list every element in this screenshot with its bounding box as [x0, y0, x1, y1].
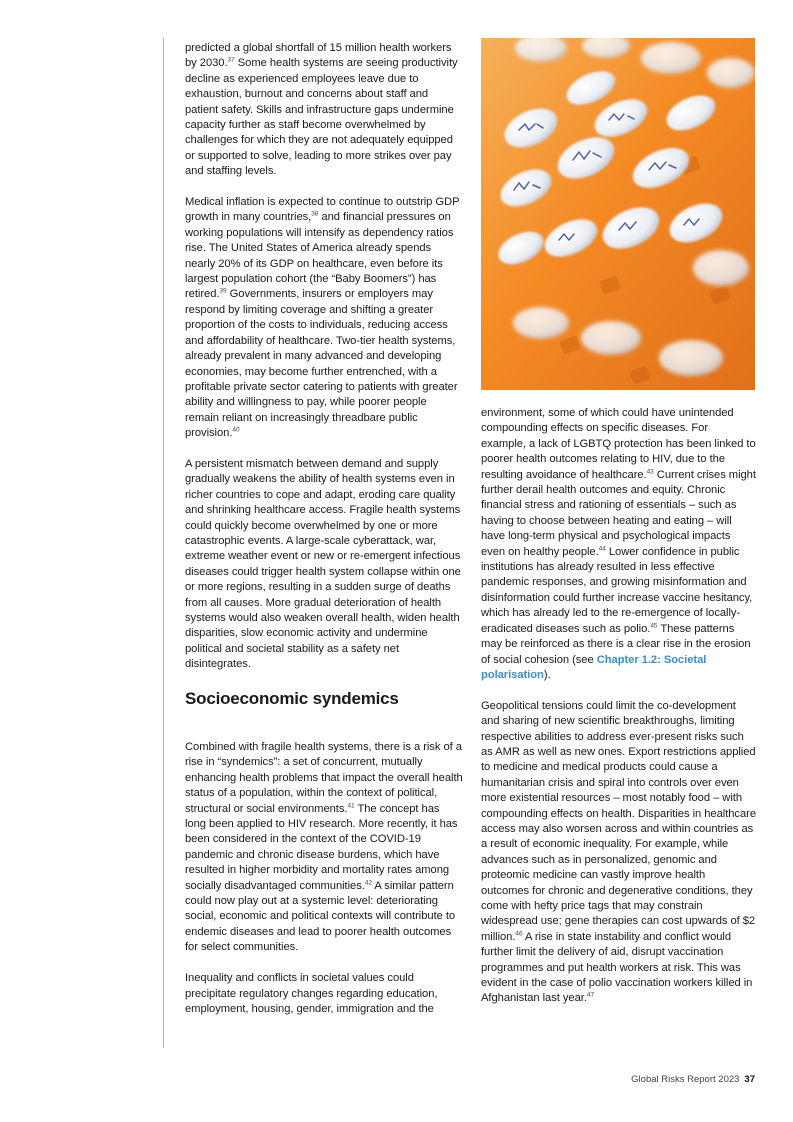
section-heading: Socioeconomic syndemics [185, 689, 399, 709]
footnote-ref[interactable]: 45 [650, 621, 658, 629]
paragraph: predicted a global shortfall of 15 million health workers by 2030.37 Some health systems are seeing productivity decline as experienced employees leave due to exhaustion, burnout and concerns about staff and patient safety. Skills and infrastructure gaps undermine capacity further as staff become overwhelmed by challenges for which they are not adequately equipped or supported to solve, leading to more strikes over pay and staffing levels. [185, 42, 458, 178]
page-footer [631, 1074, 755, 1085]
right-column [481, 406, 756, 1022]
left-column [185, 41, 463, 1033]
footnote-ref[interactable]: 37 [227, 56, 235, 64]
paragraph: environment, some of which could have unintended compounding effects on specific diseases. For example, a lack of LGBTQ protection has been linked to poorer health outcomes relating to HIV, due to the resulting avoidance of healthcare.$^{43}$ Current crises might further derail health outcomes and equity. Chronic financial stress and rationing of essentials – such as having to choose between heating and eating – will have long-term physical and psychological impacts even on healthy people.$^{44}$ Lower confidence in public institutions has already resulted in less effective pandemic responses, and growing misinformation and disinformation could further increase vaccine hesitancy, which has already led to the re-emergence of locally-eradicated diseases such as polio.$^{45}$ These patterns may be reinforced as there is a clear rise in the erosion of social cohesion (see Chapter 1.2: Societal polarisation). [481, 407, 756, 681]
footnote-ref[interactable]: 42 [364, 878, 372, 886]
paragraph: Geopolitical tensions could limit the co-development and sharing of new scientific breakthroughs, limiting respective abilities to address ever-present risks such as AMR as well as new ones. Export restrictions applied to medicine and medical products could cause a humanitarian crisis and spiral into controls over even more existential resources – most notably food – with compounding effects on health. Disparities in healthcare access may also worsen across and within countries as a result of economic inequality. For example, while advances such as in personalized, genomic and proteomic medicine can vastly improve health outcomes for chronic and degenerative conditions, they come with hefty price tags that may constrain widespread use; gene therapies can cost upwards of $2 million.$^{46}$ A rise in state instability and conflict would further limit the delivery of aid, disrupt vaccination programmes and put health workers at risk. This was evident in the case of polio vaccination workers killed in Afghanistan last year.$^{47}$ [481, 699, 756, 1005]
footnote-ref[interactable]: 47 [586, 991, 595, 999]
footnote-ref[interactable]: 46 [515, 930, 523, 938]
column-divider [163, 38, 164, 1048]
paragraph: Medical inflation is expected to continue to outstrip GDP growth in many countries,$^{38}$ and financial pressures on working populations will intensify as dependency ratios rise. The United States of America already spends nearly 20% of its GDP on healthcare, even before its largest population cohort (the “Baby Boomers”) has retired.$^{39}$ Governments, insurers or employers may respond by limiting coverage and shifting a greater proportion of the costs to individuals, reducing access and affordability of healthcare. Two-tier health systems, already prevalent in many advanced and developing economies, may become further entrenched, with a profitable private sector catering to patients with greater ability and willingness to pay, while poorer people remain reliant on increasingly threadbare public provision.$^{40}$ [185, 196, 460, 440]
report-title: Global Risks Report 2023 [631, 1074, 740, 1085]
footnote-ref[interactable]: 44 [598, 544, 606, 552]
footnote-ref[interactable]: 39 [219, 287, 227, 295]
footnote-ref[interactable]: 43 [646, 467, 654, 475]
paragraph: Combined with fragile health systems, there is a risk of a rise in “syndemics”: a set of concurrent, mutually enhancing health problems that impact the overall health status of a population, within the context of political, structural or social environments.$^{41}$ The concept has long been applied to HIV research. More recently, it has been considered in the context of the COVID-19 pandemic and chronic disease burdens, which have resulted in higher morbidity and mortality rates among socially disadvantaged communities.$^{42}$ A similar pattern could now play out at a systemic level: deteriorating social, economic and political contexts will contribute to endemic diseases and lead to poorer health outcomes for select communities. [185, 741, 463, 954]
paragraph: Inequality and conflicts in societal values could precipitate regulatory changes regarding education, employment, housing, gender, immigration and the [185, 972, 438, 1015]
footnote-ref[interactable]: 41 [347, 801, 355, 809]
paragraph: A persistent mismatch between demand and supply gradually weakens the ability of health systems even in richer countries to cope and adapt, eroding care quality and shrinking healthcare access. Fragile health systems could quickly become overwhelmed by one or more catastrophic events. A large-scale cyberattack, war, extreme weather event or new or re-emergent infectious diseases could trigger health system collapse within one or more regions, resulting in a sudden surge of deaths from all causes. More gradual deterioration of health systems would also weaken overall health, widen health disparities, slow economic activity and undermine political and societal stability as a safety net disintegrates. [185, 457, 461, 671]
footnote-ref[interactable]: 38 [311, 210, 319, 218]
chapter-link[interactable]: Chapter 1.2: Societal polarisation [481, 653, 707, 681]
test-tube-tray-photo [481, 38, 755, 390]
footnote-ref[interactable]: 40 [232, 426, 240, 434]
page-number: 37 [744, 1074, 755, 1085]
